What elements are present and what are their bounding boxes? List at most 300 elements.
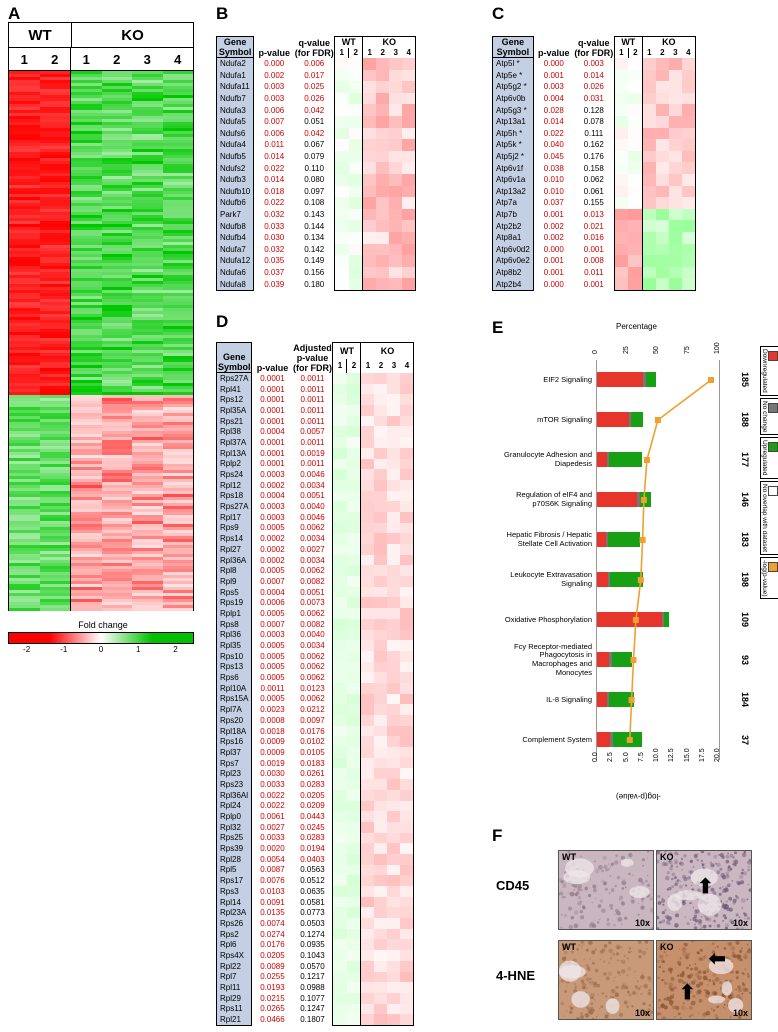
heatmap-cell bbox=[389, 267, 402, 279]
heatmap-cell bbox=[387, 907, 400, 918]
p-value-cell: 0.0466 bbox=[260, 1015, 285, 1025]
q-value-cell: 0.144 bbox=[304, 221, 325, 231]
heatmap-cell bbox=[682, 278, 696, 290]
heatmap-cell bbox=[669, 197, 682, 209]
q-value-cell: 0.080 bbox=[304, 175, 325, 185]
p-value-cell: 0.0022 bbox=[260, 790, 285, 800]
q-value-header: q-value (for FDR) bbox=[574, 37, 614, 58]
heatmap-cell bbox=[400, 1004, 414, 1015]
q-value-cell: 0.0046 bbox=[300, 512, 325, 522]
heatmap-cell bbox=[361, 662, 375, 673]
heatmap-cell bbox=[363, 255, 377, 267]
heatmap-cell bbox=[347, 555, 361, 566]
heatmap-cell bbox=[400, 416, 414, 427]
q-value-cell: 0.0512 bbox=[300, 876, 325, 886]
heatmap-cell bbox=[387, 608, 400, 619]
p-value-cell: 0.0076 bbox=[260, 876, 285, 886]
wt-col-header: 2 bbox=[349, 48, 363, 58]
heatmap-cell bbox=[628, 174, 642, 186]
heatmap-cell bbox=[400, 555, 414, 566]
heatmap-cell bbox=[347, 875, 361, 886]
panel-letter-e: E bbox=[492, 318, 504, 337]
panel-e-chart bbox=[496, 322, 772, 822]
gene-symbol-cell: Atp8a1 bbox=[493, 232, 534, 244]
heatmap-cell bbox=[361, 384, 375, 395]
heatmap-cell bbox=[333, 833, 347, 844]
gene-symbol-cell: Ndufa5 bbox=[217, 116, 254, 128]
table-row bbox=[217, 93, 416, 105]
panel-e-segment-downregulated bbox=[597, 532, 606, 547]
heatmap-cell bbox=[628, 93, 642, 105]
heatmap-cell bbox=[642, 209, 656, 221]
heatmap-cell bbox=[361, 459, 375, 470]
q-value-cell: 0.0051 bbox=[300, 491, 325, 501]
table-row bbox=[217, 736, 414, 747]
heatmap-cell bbox=[656, 278, 669, 290]
q-value-cell: 0.0062 bbox=[300, 673, 325, 683]
wt-group-header: WT bbox=[335, 37, 363, 48]
heatmap-cell bbox=[374, 897, 387, 908]
heatmap-cell bbox=[387, 811, 400, 822]
heatmap-cell bbox=[361, 961, 375, 972]
gene-symbol-cell: Atp8b2 bbox=[493, 267, 534, 279]
heatmap-cell bbox=[361, 929, 375, 940]
heatmap-cell bbox=[387, 865, 400, 876]
table-row bbox=[493, 151, 696, 163]
panel-e-segment-nooverlap bbox=[656, 372, 719, 387]
heatmap-cell bbox=[387, 555, 400, 566]
table-row bbox=[217, 619, 414, 630]
wt-col-header: 1 bbox=[333, 359, 347, 373]
q-value-cell: 0.134 bbox=[304, 233, 325, 243]
wt-group-header: WT bbox=[614, 37, 642, 48]
panel-e-segment-upregulated bbox=[609, 452, 642, 467]
p-value-cell: 0.0091 bbox=[260, 897, 285, 907]
heatmap-cell bbox=[363, 93, 377, 105]
table-row bbox=[493, 174, 696, 186]
q-value-cell: 0.0105 bbox=[300, 747, 325, 757]
p-value-cell: 0.0003 bbox=[260, 502, 285, 512]
q-value-cell: 0.0183 bbox=[300, 758, 325, 768]
table-row bbox=[217, 394, 414, 405]
panel-e-row bbox=[496, 720, 772, 760]
heatmap-cell bbox=[387, 394, 400, 405]
panel-e-axis-title-top: Percentage bbox=[616, 322, 657, 331]
table-row bbox=[217, 244, 416, 256]
gene-symbol-cell: Atp6v0d2 bbox=[493, 244, 534, 256]
heatmap-cell bbox=[387, 523, 400, 534]
p-value-cell: 0.0054 bbox=[260, 854, 285, 864]
heatmap-cell bbox=[363, 128, 377, 140]
heatmap-cell bbox=[387, 726, 400, 737]
heatmap-cell bbox=[656, 197, 669, 209]
heatmap-cell bbox=[400, 854, 414, 865]
heatmap-cell bbox=[335, 151, 349, 163]
heatmap-cell bbox=[374, 694, 387, 705]
p-value-cell: 0.0011 bbox=[260, 683, 285, 693]
panel-e-pathway-label: Leukocyte Extravasation Signaling bbox=[510, 570, 592, 588]
heatmap-cell bbox=[333, 886, 347, 897]
heatmap-cell bbox=[656, 116, 669, 128]
q-value-cell: 0.0062 bbox=[300, 608, 325, 618]
heatmap-cell bbox=[361, 448, 375, 459]
q-value-cell: 0.062 bbox=[583, 175, 604, 185]
ko-col-header: 2 bbox=[660, 48, 665, 58]
panel-e-legend bbox=[760, 346, 772, 601]
table-row bbox=[217, 950, 414, 961]
panel-a-group-ko: KO bbox=[121, 26, 144, 44]
heatmap-cell bbox=[669, 139, 682, 151]
heatmap-cell bbox=[614, 58, 628, 70]
heatmap-cell bbox=[361, 587, 375, 598]
heatmap-cell bbox=[402, 70, 416, 82]
heatmap-cell bbox=[374, 972, 387, 983]
gene-symbol-cell: Ndufb8 bbox=[217, 220, 254, 232]
gene-symbol-cell: Rpl9 bbox=[217, 576, 252, 587]
table-row bbox=[493, 220, 696, 232]
heatmap-cell bbox=[387, 405, 400, 416]
heatmap-cell bbox=[642, 81, 656, 93]
heatmap-cell bbox=[669, 186, 682, 198]
p-value-cell: 0.002 bbox=[543, 233, 564, 243]
table-row bbox=[217, 174, 416, 186]
ko-col-header: 2 bbox=[380, 48, 385, 58]
wt-group-header: WT bbox=[333, 343, 361, 359]
heatmap-cell bbox=[402, 232, 416, 244]
heatmap-cell bbox=[374, 726, 387, 737]
heatmap-cell bbox=[374, 1004, 387, 1015]
heatmap-cell bbox=[376, 139, 389, 151]
heatmap-cell bbox=[389, 255, 402, 267]
heatmap-cell bbox=[361, 907, 375, 918]
table-row bbox=[217, 843, 414, 854]
heatmap-cell bbox=[656, 232, 669, 244]
panel-c-table bbox=[492, 36, 696, 291]
heatmap-cell bbox=[387, 469, 400, 480]
q-value-cell: 0.176 bbox=[583, 152, 604, 162]
gene-symbol-cell: Rpl5 bbox=[217, 865, 252, 876]
table-row bbox=[217, 139, 416, 151]
p-value-cell: 0.002 bbox=[543, 221, 564, 231]
heatmap-cell bbox=[642, 278, 656, 290]
heatmap-cell bbox=[361, 491, 375, 502]
gene-symbol-cell: Rps27A bbox=[217, 501, 252, 512]
heatmap-cell bbox=[642, 139, 656, 151]
ko-group-header: KO bbox=[642, 37, 695, 48]
heatmap-cell bbox=[389, 139, 402, 151]
heatmap-cell bbox=[642, 162, 656, 174]
q-value-cell: 0.0062 bbox=[300, 566, 325, 576]
panel-a-col-ko-1: 1 bbox=[82, 51, 90, 67]
heatmap-cell bbox=[669, 58, 682, 70]
heatmap-cell bbox=[387, 512, 400, 523]
p-value-cell: 0.0001 bbox=[260, 448, 285, 458]
gene-symbol-cell: Atp13a2 bbox=[493, 186, 534, 198]
panel-e-row bbox=[496, 440, 772, 480]
gene-table bbox=[492, 36, 696, 291]
heatmap-cell bbox=[347, 726, 361, 737]
table-row bbox=[217, 683, 414, 694]
q-value-cell: 0.155 bbox=[583, 198, 604, 208]
ko-col-header: 4 bbox=[682, 48, 696, 58]
heatmap-cell bbox=[333, 480, 347, 491]
heatmap-cell bbox=[333, 512, 347, 523]
q-value-cell: 0.108 bbox=[304, 198, 325, 208]
heatmap-cell bbox=[347, 523, 361, 534]
gene-symbol-cell: Atp5k * bbox=[493, 139, 534, 151]
p-value-cell: 0.0205 bbox=[260, 950, 285, 960]
p-value-cell: 0.006 bbox=[264, 105, 285, 115]
heatmap-cell bbox=[335, 70, 349, 82]
heatmap-cell bbox=[400, 565, 414, 576]
q-value-cell: 0.061 bbox=[583, 186, 604, 196]
heatmap-cell bbox=[400, 512, 414, 523]
panel-a-col-ko-3: 3 bbox=[143, 51, 151, 67]
heatmap-cell bbox=[374, 394, 387, 405]
heatmap-cell bbox=[374, 448, 387, 459]
q-value-cell: 0.051 bbox=[304, 117, 325, 127]
panel-e-segment-nooverlap bbox=[651, 492, 719, 507]
heatmap-cell bbox=[682, 139, 696, 151]
heatmap-cell bbox=[361, 1004, 375, 1015]
panel-a-legend-tick-2: 0 bbox=[98, 645, 104, 654]
heatmap-cell bbox=[335, 244, 349, 256]
panel-e-row bbox=[496, 520, 772, 560]
heatmap-cell bbox=[333, 704, 347, 715]
heatmap-cell bbox=[628, 128, 642, 140]
heatmap-cell bbox=[387, 875, 400, 886]
panel-e-legend-item bbox=[760, 557, 778, 600]
heatmap-cell bbox=[628, 220, 642, 232]
heatmap-cell bbox=[376, 162, 389, 174]
heatmap-cell bbox=[628, 151, 642, 163]
gene-symbol-cell: Rpl7 bbox=[217, 972, 252, 983]
heatmap-cell bbox=[628, 197, 642, 209]
gene-symbol-cell: Rpl37 bbox=[217, 747, 252, 758]
heatmap-cell bbox=[333, 961, 347, 972]
p-value-cell: 0.003 bbox=[264, 94, 285, 104]
gene-symbol-cell: Ndufa11 bbox=[217, 81, 254, 93]
gene-symbol-cell: Rps18 bbox=[217, 491, 252, 502]
heatmap-cell bbox=[363, 151, 377, 163]
heatmap-cell bbox=[374, 961, 387, 972]
heatmap-cell bbox=[387, 758, 400, 769]
heatmap-cell bbox=[333, 523, 347, 534]
p-value-cell: 0.030 bbox=[264, 233, 285, 243]
heatmap-cell bbox=[400, 651, 414, 662]
heatmap-cell bbox=[361, 736, 375, 747]
panel-e-segment-downregulated bbox=[597, 572, 608, 587]
q-value-cell: 0.031 bbox=[583, 94, 604, 104]
ko-col-header: 1 bbox=[365, 361, 371, 371]
heatmap-cell bbox=[387, 597, 400, 608]
heatmap-cell bbox=[333, 950, 347, 961]
heatmap-cell bbox=[642, 93, 656, 105]
heatmap-cell bbox=[387, 822, 400, 833]
panel-f-image-ko-4hne bbox=[656, 940, 752, 1020]
p-value-cell: 0.0193 bbox=[260, 983, 285, 993]
panel-e-segment-downregulated bbox=[597, 652, 609, 667]
gene-symbol-cell: Rps2 bbox=[217, 929, 252, 940]
heatmap-cell bbox=[669, 267, 682, 279]
q-value-cell: 0.017 bbox=[304, 70, 325, 80]
heatmap-cell bbox=[347, 630, 361, 641]
heatmap-cell bbox=[682, 244, 696, 256]
heatmap-cell bbox=[387, 801, 400, 812]
panel-e-count: 146 bbox=[740, 492, 750, 508]
p-value-cell: 0.0033 bbox=[260, 779, 285, 789]
heatmap-cell bbox=[376, 209, 389, 221]
heatmap-cell bbox=[374, 608, 387, 619]
table-row bbox=[217, 608, 414, 619]
heatmap-cell bbox=[628, 139, 642, 151]
q-value-cell: 0.0062 bbox=[300, 662, 325, 672]
heatmap-cell bbox=[374, 437, 387, 448]
heatmap-cell bbox=[389, 58, 402, 70]
table-row bbox=[217, 597, 414, 608]
heatmap-cell bbox=[376, 186, 389, 198]
gene-header-line1: Gene bbox=[223, 37, 247, 47]
gene-symbol-cell: Rpl32 bbox=[217, 822, 252, 833]
panel-a-legend-tick-3: 1 bbox=[135, 645, 141, 654]
gene-symbol-cell: Ndufa8 bbox=[217, 278, 254, 290]
heatmap-cell bbox=[376, 220, 389, 232]
panel-e-row bbox=[496, 680, 772, 720]
heatmap-cell bbox=[333, 619, 347, 630]
panel-f-histology bbox=[496, 848, 772, 1028]
panel-f-row-label-cd45: CD45 bbox=[496, 878, 530, 893]
q-value-cell: 0.0034 bbox=[300, 534, 325, 544]
heatmap-cell bbox=[349, 58, 363, 70]
heatmap-cell bbox=[361, 555, 375, 566]
table-row bbox=[493, 255, 696, 267]
heatmap-cell bbox=[400, 726, 414, 737]
heatmap-cell bbox=[333, 694, 347, 705]
q-value-cell: 0.008 bbox=[583, 256, 604, 266]
heatmap-cell bbox=[387, 426, 400, 437]
heatmap-cell bbox=[387, 544, 400, 555]
p-value-cell: 0.022 bbox=[264, 163, 285, 173]
heatmap-cell bbox=[628, 81, 642, 93]
heatmap-cell bbox=[333, 384, 347, 395]
gene-symbol-cell: Rps8 bbox=[217, 619, 252, 630]
heatmap-cell bbox=[347, 715, 361, 726]
p-value-cell: 0.0030 bbox=[260, 769, 285, 779]
q-value-cell: 0.0034 bbox=[300, 555, 325, 565]
q-value-cell: 0.014 bbox=[583, 70, 604, 80]
panel-f-mag-wt-cd45: 10x bbox=[634, 918, 650, 928]
gene-symbol-cell: Ndufs2 bbox=[217, 162, 254, 174]
table-row bbox=[217, 416, 414, 427]
panel-a-col-ko-2: 2 bbox=[113, 51, 121, 67]
heatmap-cell bbox=[333, 373, 347, 384]
heatmap-cell bbox=[333, 972, 347, 983]
gene-symbol-cell: Rpl21 bbox=[217, 1014, 252, 1025]
heatmap-cell bbox=[349, 186, 363, 198]
heatmap-cell bbox=[389, 93, 402, 105]
q-value-cell: 0.021 bbox=[583, 221, 604, 231]
heatmap-cell bbox=[682, 209, 696, 221]
heatmap-cell bbox=[361, 726, 375, 737]
table-row bbox=[217, 151, 416, 163]
heatmap-cell bbox=[387, 576, 400, 587]
heatmap-cell bbox=[333, 587, 347, 598]
heatmap-cell bbox=[402, 220, 416, 232]
gene-symbol-cell: Rpl8 bbox=[217, 565, 252, 576]
heatmap-cell bbox=[374, 405, 387, 416]
table-row bbox=[217, 491, 414, 502]
panel-a-cell bbox=[40, 608, 71, 611]
panel-e-pathway-label: Fcy Receptor-mediated Phagocytosis in Macrophages and Monocytes bbox=[514, 641, 592, 677]
heatmap-cell bbox=[333, 768, 347, 779]
p-value-cell: 0.014 bbox=[543, 117, 564, 127]
p-value-cell: 0.000 bbox=[543, 279, 564, 289]
heatmap-cell bbox=[387, 416, 400, 427]
heatmap-cell bbox=[347, 822, 361, 833]
panel-e-bar bbox=[596, 680, 720, 720]
wt-col-header: 2 bbox=[628, 48, 642, 58]
gene-symbol-cell: Rpl41 bbox=[217, 384, 252, 395]
heatmap-cell bbox=[363, 220, 377, 232]
heatmap-cell bbox=[387, 672, 400, 683]
panel-e-pathway-label: Oxidative Phosphorylation bbox=[504, 614, 592, 624]
table-row bbox=[217, 961, 414, 972]
heatmap-cell bbox=[374, 426, 387, 437]
table-row bbox=[217, 544, 414, 555]
p-value-cell: 0.014 bbox=[264, 175, 285, 185]
table-row bbox=[493, 186, 696, 198]
gene-symbol-cell: Ndufb5 bbox=[217, 151, 254, 163]
heatmap-cell bbox=[400, 736, 414, 747]
panel-e-pathway-label: Granulocyte Adhesion and Diapedesis bbox=[504, 450, 592, 468]
table-row bbox=[217, 232, 416, 244]
heatmap-cell bbox=[642, 267, 656, 279]
heatmap-cell bbox=[363, 70, 377, 82]
gene-symbol-cell: Ndufa12 bbox=[217, 255, 254, 267]
panel-f-row-label-4hne: 4-HNE bbox=[496, 968, 536, 983]
table-row bbox=[217, 220, 416, 232]
panel-e-segment-downregulated bbox=[597, 452, 607, 467]
panel-e-count: 198 bbox=[740, 572, 750, 588]
heatmap-cell bbox=[347, 779, 361, 790]
panel-e-count: 109 bbox=[740, 612, 750, 628]
heatmap-cell bbox=[402, 128, 416, 140]
heatmap-cell bbox=[614, 267, 628, 279]
p-value-cell: 0.018 bbox=[264, 186, 285, 196]
heatmap-cell bbox=[642, 174, 656, 186]
table-row bbox=[217, 501, 414, 512]
heatmap-cell bbox=[335, 139, 349, 151]
panel-e-bar bbox=[596, 480, 720, 520]
panel-e-legend-item bbox=[760, 481, 778, 555]
heatmap-cell bbox=[333, 929, 347, 940]
heatmap-cell bbox=[374, 651, 387, 662]
heatmap-cell bbox=[349, 139, 363, 151]
heatmap-cell bbox=[389, 104, 402, 116]
heatmap-cell bbox=[614, 116, 628, 128]
heatmap-cell bbox=[374, 907, 387, 918]
panel-f-image-wt-4hne bbox=[558, 940, 654, 1020]
heatmap-cell bbox=[335, 255, 349, 267]
heatmap-cell bbox=[347, 897, 361, 908]
panel-e-legend-label: No change bbox=[761, 400, 768, 433]
heatmap-cell bbox=[628, 244, 642, 256]
heatmap-cell bbox=[387, 491, 400, 502]
gene-symbol-cell: Rps11 bbox=[217, 1004, 252, 1015]
heatmap-cell bbox=[347, 982, 361, 993]
p-value-cell: 0.0009 bbox=[260, 747, 285, 757]
panel-e-legend-label: -log(p-value) bbox=[761, 559, 768, 597]
